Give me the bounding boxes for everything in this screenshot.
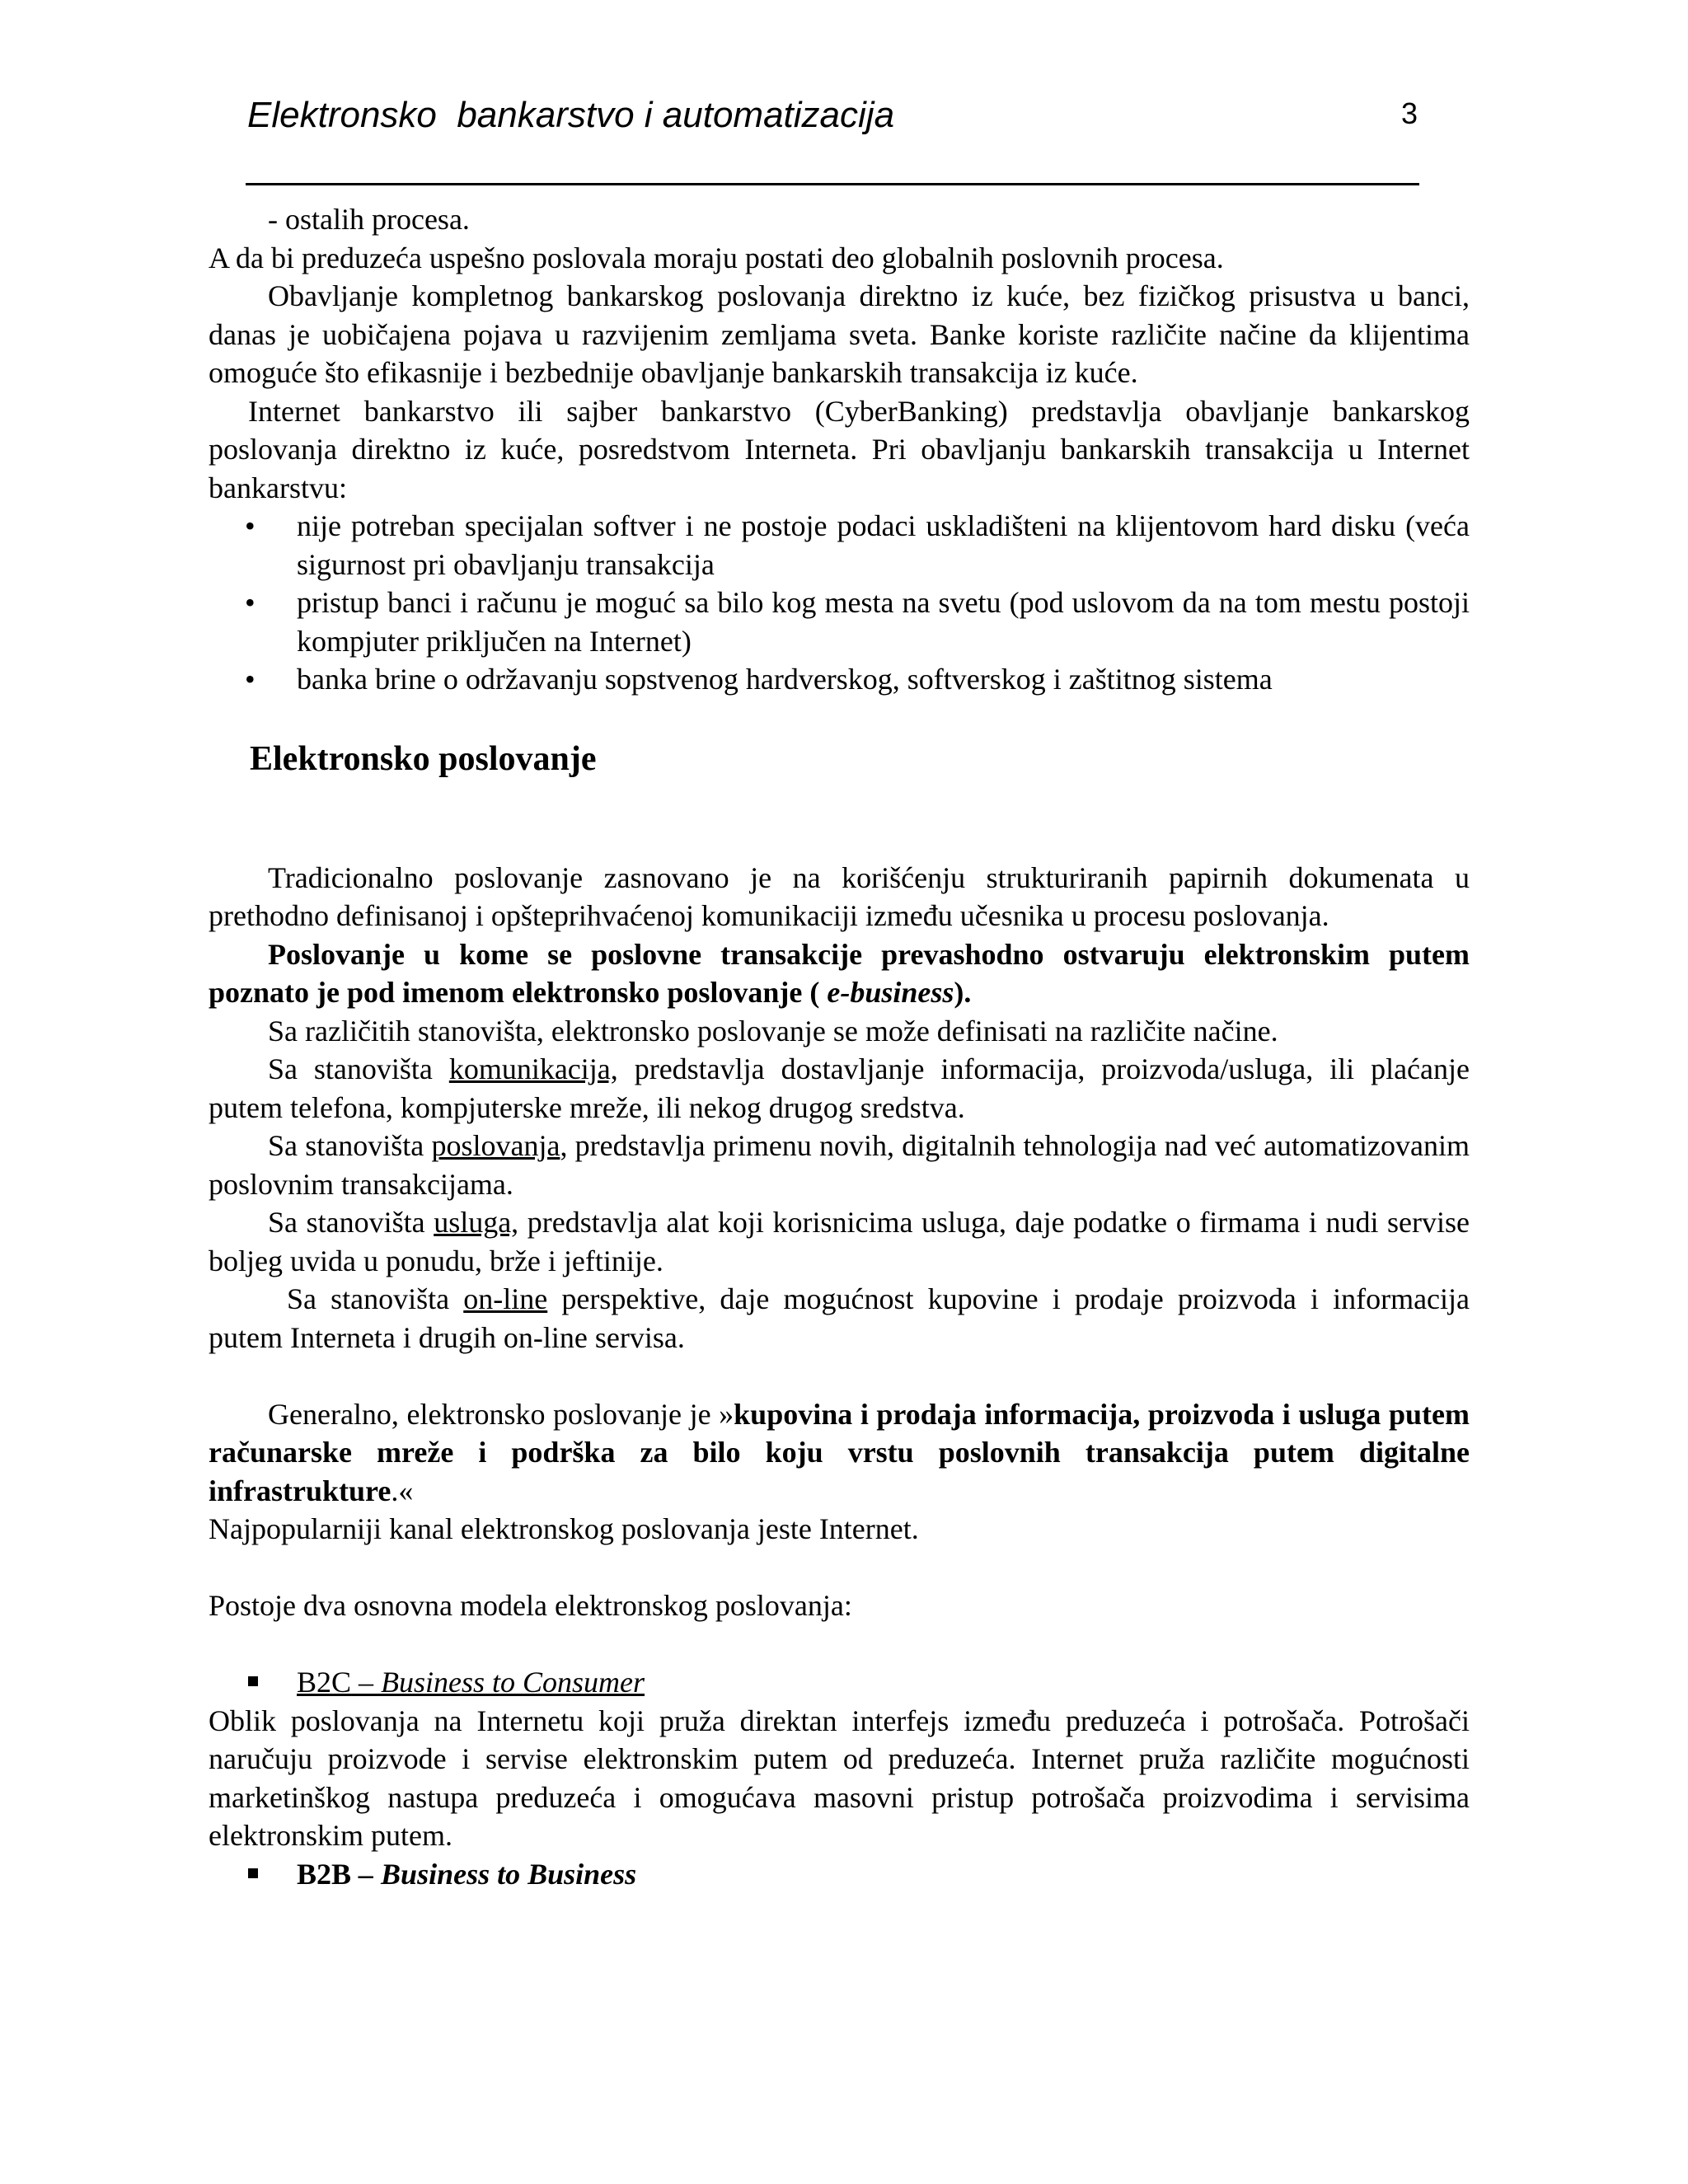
text: .« <box>391 1474 414 1507</box>
bold-text: ). <box>954 976 972 1009</box>
page-number: 3 <box>1401 96 1418 130</box>
text: predstavlja alat koji korisnicima usluga, daje podatke o firmama i nudi servise boljeg uvida u ponudu, brže i jeftinije. <box>209 1206 1470 1277</box>
list-item-b2c <box>209 1663 1470 1702</box>
paragraph <box>209 1050 1470 1127</box>
paragraph: Sa različitih stanovišta, elektronsko poslovanje se može definisati na različite načine. <box>268 1014 1278 1047</box>
list-item-text: banka brine o održavanju sopstvenog hardverskog, softverskog i zaštitnog sistema <box>297 663 1273 696</box>
text: predstavlja dostavljanje informacija, proizvoda/usluga, ili plaćanje putem telefona, kompjuterske mreže, ili nekog drugog sredstva. <box>209 1052 1470 1124</box>
paragraph <box>209 1203 1470 1280</box>
paragraph: Oblik poslovanja na Internetu koji pruža direktan interfejs između preduzeća i potrošača. Potrošači naručuju proizvode i servise elektronskim putem od preduzeća. Internet pruža različite mogućnosti marketinškog nastupa preduzeća i omogućava masovni pristup potrošača proizvodima i servisima elektronskim putem. <box>209 1704 1470 1852</box>
spacer <box>209 1549 1470 1587</box>
bullet-icon: • <box>245 586 256 619</box>
list-item-b2b <box>209 1855 1470 1894</box>
section-heading: Elektronsko poslovanje <box>250 739 597 778</box>
paragraph <box>209 1280 1470 1357</box>
bullet-icon: • <box>245 663 256 696</box>
text: , predstavlja primenu novih, digitalnih tehnologija nad već automatizovanim poslovnim transakcijama. <box>209 1129 1470 1201</box>
paragraph <box>209 1395 1470 1511</box>
spacer <box>209 1625 1470 1664</box>
paragraph <box>209 1127 1470 1203</box>
underlined-term: komunikacija, <box>448 1052 618 1085</box>
text: Sa stanovišta <box>268 1206 434 1239</box>
dash-list-item: - ostalih procesa. <box>268 203 470 236</box>
paragraph <box>209 935 1470 1012</box>
paragraph: A da bi preduzeća uspešno poslovala moraju postati deo globalnih poslovnih procesa. <box>209 241 1224 274</box>
square-bullet-icon <box>248 1676 258 1686</box>
paragraph: Obavljanje kompletnog bankarskog poslovanja direktno iz kuće, bez fizičkog prisustva u banci, danas je uobičajena pojava u razvijenim zemljama sveta. Banke koriste različite načine da klijentima omoguće što efikasnije i bezbednije obavljanje bankarskih transakcija iz kuće. <box>209 279 1470 389</box>
model-code: B2B <box>297 1857 352 1891</box>
square-bullet-icon <box>248 1868 258 1878</box>
header-rule <box>246 183 1419 185</box>
running-header-title: Elektronsko bankarstvo i automatizacija <box>247 95 895 135</box>
spacer <box>209 780 1470 859</box>
paragraph: Internet bankarstvo ili sajber bankarstvo (CyberBanking) predstavlja obavljanje bankarskog poslovanja direktno iz kuće, posredstvom Interneta. Pri obavljanju bankarskih transakcija u Internet bankarstvu: <box>209 394 1470 504</box>
model-code: B2C <box>297 1666 352 1699</box>
italic-term: e-business <box>827 976 954 1009</box>
bullet-icon: • <box>245 509 256 542</box>
underlined-term: usluga, <box>434 1206 519 1239</box>
text: Generalno, elektronsko poslovanje je » <box>268 1397 734 1431</box>
list-item <box>209 507 1470 583</box>
text: perspektive, daje mogućnost kupovine i prodaje proizvoda i informacija putem Interneta i drugih on-line servisa. <box>209 1282 1470 1354</box>
bold-text: kupovina i prodaja informacija, proizvoda i usluga putem računarske mreže i podrška za bilo koju vrstu poslovnih transakcija putem digitalne infrastrukture <box>209 1397 1470 1507</box>
underlined-term: poslovanja <box>431 1129 560 1162</box>
list-item-text: nije potreban specijalan softver i ne postoje podaci uskladišteni na klijentovom hard disku (veća sigurnost pri obavljanju transakcija <box>297 509 1470 581</box>
model-name: – Business to Business <box>351 1857 637 1891</box>
list-item-text: pristup banci i računu je moguć sa bilo kog mesta na svetu (pod uslovom da na tom mestu postoji kompjuter priključen na Internet) <box>297 586 1470 658</box>
paragraph: Tradicionalno poslovanje zasnovano je na korišćenju strukturiranih papirnih dokumenata u prethodno definisanoj i opšteprihvaćenoj komunikaciji između učesnika u procesu poslovanja. <box>209 860 1470 932</box>
bullet-list <box>209 507 1470 699</box>
list-item <box>209 660 1470 699</box>
model-name: – Business to Consumer <box>351 1666 645 1699</box>
underlined-term: on-line <box>463 1282 548 1315</box>
spacer <box>209 1357 1470 1395</box>
bold-text: Poslovanje u kome se poslovne transakcije prevashodno ostvaruju elektronskim putem poznato je pod imenom elektronsko poslovanje ( <box>209 937 1470 1009</box>
text: Sa stanovišta <box>287 1282 464 1315</box>
body-text <box>209 200 1470 1893</box>
text: Sa stanovišta <box>268 1129 432 1162</box>
list-item <box>209 583 1470 660</box>
paragraph: Postoje dva osnovna modela elektronskog poslovanja: <box>209 1589 852 1622</box>
text: Sa stanovišta <box>268 1052 449 1085</box>
paragraph: Najpopularniji kanal elektronskog poslovanja jeste Internet. <box>209 1512 919 1545</box>
